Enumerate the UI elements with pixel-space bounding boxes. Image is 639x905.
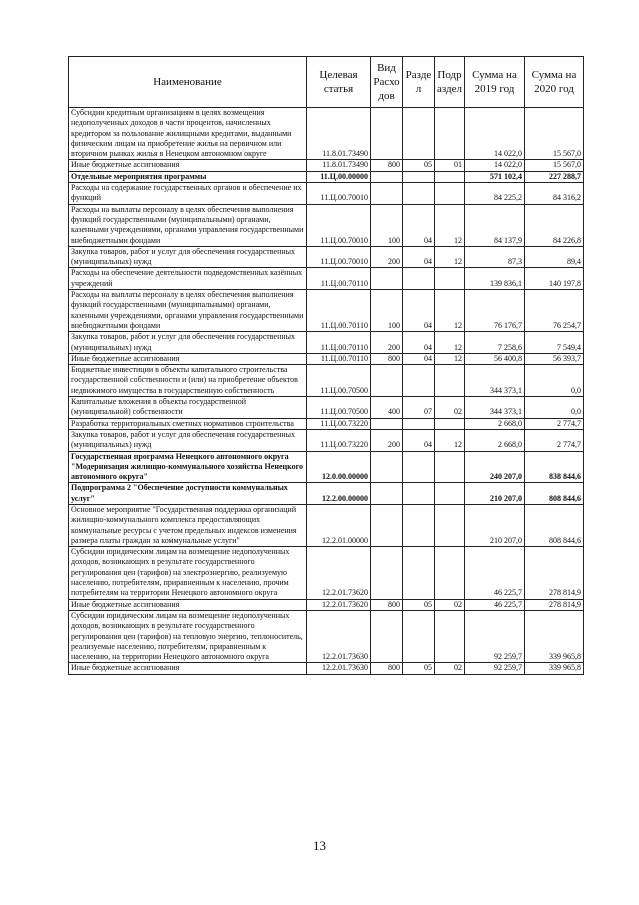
row-expense-type (371, 451, 403, 483)
row-subsection (435, 171, 465, 182)
row-name: Отдельные мероприятия программы (69, 171, 307, 182)
row-target-article: 12.2.01.73630 (307, 610, 371, 662)
row-sum-2019: 46 225,7 (465, 547, 525, 599)
row-sum-2019: 139 836,1 (465, 268, 525, 290)
row-subsection: 02 (435, 397, 465, 419)
table-row (69, 160, 584, 171)
row-target-article: 11.Ц.00.70110 (307, 353, 371, 364)
row-name: Субсидии юридическим лицам на возмещение недополученных доходов, возникающих в результате государственного регулирования цен (тарифов) на электроэнергию, реализуемую населению, потребителям, приравненным к населению, прочим потребителям на территории Ненецкого автономного округа (69, 547, 307, 599)
row-section: 04 (403, 246, 435, 268)
row-target-article: 11.Ц.00.70110 (307, 332, 371, 354)
row-target-article: 11.Ц.00.70010 (307, 204, 371, 246)
header-sum-2019: Сумма на 2019 год (465, 57, 525, 108)
row-expense-type (371, 365, 403, 397)
row-section (403, 365, 435, 397)
row-section: 05 (403, 663, 435, 674)
row-expense-type (371, 418, 403, 429)
row-sum-2019: 56 400,8 (465, 353, 525, 364)
row-expense-type (371, 108, 403, 160)
table-row (69, 610, 584, 662)
row-section (403, 504, 435, 546)
row-name: Государственная программа Ненецкого автономного округа "Модернизация жилищно-коммунального хозяйства Ненецкого автономного округа" (69, 451, 307, 483)
row-section (403, 483, 435, 505)
row-expense-type (371, 483, 403, 505)
row-subsection: 12 (435, 204, 465, 246)
row-name: Расходы на обеспечение деятельности подведомственных казённых учреждений (69, 268, 307, 290)
row-subsection (435, 418, 465, 429)
header-target-article: Целевая статья (307, 57, 371, 108)
row-section: 04 (403, 353, 435, 364)
row-sum-2020: 7 549,4 (525, 332, 584, 354)
row-name: Капитальные вложения в объекты государственной (муниципальной) собственности (69, 397, 307, 419)
table-row (69, 108, 584, 160)
row-subsection: 01 (435, 160, 465, 171)
row-expense-type: 200 (371, 246, 403, 268)
table-row (69, 332, 584, 354)
row-section (403, 610, 435, 662)
row-name: Бюджетные инвестиции в объекты капитального строительства государственной собственности и (или) на приобретение объектов недвижимого имущества в государственную собственность (69, 365, 307, 397)
row-sum-2019: 87,3 (465, 246, 525, 268)
row-name: Основное мероприятие "Государственная поддержка организаций жилищно-коммунального комплекса предоставляющих коммунальные ресурсы с учетом предельных индексов изменения размера платы граждан за коммунальные услуги" (69, 504, 307, 546)
row-sum-2019: 571 102,4 (465, 171, 525, 182)
row-subsection: 12 (435, 429, 465, 451)
row-sum-2020: 56 393,7 (525, 353, 584, 364)
row-subsection: 12 (435, 353, 465, 364)
row-sum-2019: 7 258,6 (465, 332, 525, 354)
row-target-article: 11.Ц.00.70010 (307, 183, 371, 205)
row-section (403, 268, 435, 290)
row-name: Разработка территориальных сметных нормативов строительства (69, 418, 307, 429)
table-row (69, 397, 584, 419)
row-sum-2020: 339 965,8 (525, 610, 584, 662)
row-expense-type: 100 (371, 204, 403, 246)
row-section: 05 (403, 599, 435, 610)
row-section (403, 418, 435, 429)
row-sum-2020: 838 844,6 (525, 451, 584, 483)
row-sum-2019: 76 176,7 (465, 290, 525, 332)
table-row (69, 504, 584, 546)
header-sum-2020: Сумма на 2020 год (525, 57, 584, 108)
table-row (69, 183, 584, 205)
row-name: Иные бюджетные ассигнования (69, 160, 307, 171)
row-sum-2019: 240 207,0 (465, 451, 525, 483)
table-row (69, 204, 584, 246)
table-header (69, 57, 584, 108)
row-sum-2020: 76 254,7 (525, 290, 584, 332)
row-subsection: 12 (435, 332, 465, 354)
row-name: Иные бюджетные ассигнования (69, 353, 307, 364)
row-subsection: 12 (435, 246, 465, 268)
row-subsection (435, 483, 465, 505)
row-name: Закупка товаров, работ и услуг для обеспечения государственных (муниципальных) нужд (69, 246, 307, 268)
row-target-article: 11.8.01.73490 (307, 108, 371, 160)
table-row (69, 365, 584, 397)
row-section: 05 (403, 160, 435, 171)
row-expense-type: 800 (371, 663, 403, 674)
row-name: Иные бюджетные ассигнования (69, 599, 307, 610)
row-name: Расходы на выплаты персоналу в целях обеспечения выполнения функций государственными (муниципальными) органами, казенными учреждениями, органами управления государственными внебюджетными фондами (69, 290, 307, 332)
row-target-article: 11.Ц.00.70110 (307, 290, 371, 332)
row-sum-2020: 278 814,9 (525, 547, 584, 599)
header-name: Наименование (69, 57, 307, 108)
row-expense-type (371, 183, 403, 205)
row-sum-2020: 808 844,6 (525, 504, 584, 546)
row-sum-2019: 84 137,9 (465, 204, 525, 246)
row-target-article: 12.0.00.00000 (307, 451, 371, 483)
row-target-article: 11.Ц.00.70500 (307, 365, 371, 397)
row-sum-2020: 0,0 (525, 397, 584, 419)
row-sum-2019: 84 225,2 (465, 183, 525, 205)
row-subsection (435, 610, 465, 662)
row-expense-type (371, 171, 403, 182)
row-target-article: 11.Ц.00.70500 (307, 397, 371, 419)
row-sum-2019: 2 668,0 (465, 418, 525, 429)
row-section: 04 (403, 290, 435, 332)
table-row (69, 547, 584, 599)
row-sum-2019: 14 022,0 (465, 160, 525, 171)
table-row (69, 663, 584, 674)
row-sum-2020: 15 567,0 (525, 160, 584, 171)
row-name: Закупка товаров, работ и услуг для обеспечения государственных (муниципальных) нужд (69, 429, 307, 451)
row-sum-2019: 344 373,1 (465, 365, 525, 397)
row-sum-2020: 84 316,2 (525, 183, 584, 205)
row-expense-type: 200 (371, 429, 403, 451)
row-target-article: 11.Ц.00.70110 (307, 268, 371, 290)
row-section (403, 547, 435, 599)
row-subsection (435, 183, 465, 205)
row-sum-2020: 140 197,8 (525, 268, 584, 290)
table-row (69, 418, 584, 429)
row-target-article: 11.Ц.00.00000 (307, 171, 371, 182)
row-section (403, 171, 435, 182)
row-target-article: 12.2.01.73620 (307, 547, 371, 599)
table-row (69, 599, 584, 610)
row-section (403, 451, 435, 483)
page-number: 13 (313, 838, 326, 853)
table-row (69, 246, 584, 268)
row-subsection (435, 108, 465, 160)
row-name: Субсидии юридическим лицам на возмещение недополученных доходов, возникающих в результате государственного регулирования цен (тарифов) на тепловую энергию, теплоноситель, реализуемые населению, потребителям, приравненным к населению, на территории Ненецкого автономного округа (69, 610, 307, 662)
row-subsection: 02 (435, 599, 465, 610)
row-expense-type (371, 547, 403, 599)
row-target-article: 12.2.01.00000 (307, 504, 371, 546)
row-target-article: 11.Ц.00.73220 (307, 418, 371, 429)
row-target-article: 12.2.00.00000 (307, 483, 371, 505)
row-sum-2019: 92 259,7 (465, 610, 525, 662)
row-sum-2020: 89,4 (525, 246, 584, 268)
table-row (69, 353, 584, 364)
row-sum-2019: 210 207,0 (465, 483, 525, 505)
row-name: Подпрограмма 2 "Обеспечение доступности коммунальных услуг" (69, 483, 307, 505)
row-subsection (435, 268, 465, 290)
row-subsection (435, 504, 465, 546)
row-section: 04 (403, 429, 435, 451)
table-row (69, 268, 584, 290)
row-section (403, 108, 435, 160)
row-sum-2020: 278 814,9 (525, 599, 584, 610)
row-section (403, 183, 435, 205)
row-name: Расходы на содержание государственных органов и обеспечение их функций (69, 183, 307, 205)
row-target-article: 12.2.01.73620 (307, 599, 371, 610)
row-expense-type: 100 (371, 290, 403, 332)
row-subsection: 12 (435, 290, 465, 332)
row-expense-type: 800 (371, 160, 403, 171)
table-row (69, 429, 584, 451)
row-section: 04 (403, 204, 435, 246)
row-sum-2019: 92 259,7 (465, 663, 525, 674)
row-subsection: 02 (435, 663, 465, 674)
row-target-article: 11.Ц.00.73220 (307, 429, 371, 451)
table-row (69, 483, 584, 505)
table-row (69, 171, 584, 182)
row-sum-2019: 344 373,1 (465, 397, 525, 419)
table-body (69, 108, 584, 675)
row-sum-2020: 2 774,7 (525, 418, 584, 429)
row-expense-type (371, 610, 403, 662)
table-row (69, 290, 584, 332)
row-section: 07 (403, 397, 435, 419)
row-sum-2020: 808 844,6 (525, 483, 584, 505)
row-sum-2020: 2 774,7 (525, 429, 584, 451)
row-name: Закупка товаров, работ и услуг для обеспечения государственных (муниципальных) нужд (69, 332, 307, 354)
row-subsection (435, 547, 465, 599)
row-target-article: 11.8.01.73490 (307, 160, 371, 171)
row-expense-type (371, 504, 403, 546)
row-sum-2020: 15 567,0 (525, 108, 584, 160)
row-section: 04 (403, 332, 435, 354)
row-target-article: 11.Ц.00.70010 (307, 246, 371, 268)
row-name: Расходы на выплаты персоналу в целях обеспечения выполнения функций государственными (муниципальными) органами, казенными учреждениями, органами управления государственными внебюджетными фондами (69, 204, 307, 246)
row-sum-2020: 339 965,8 (525, 663, 584, 674)
row-sum-2019: 46 225,7 (465, 599, 525, 610)
row-subsection (435, 451, 465, 483)
row-sum-2019: 14 022,0 (465, 108, 525, 160)
row-name: Субсидии кредитным организациям в целях возмещения недополученных доходов в части процентов, начисленных кредитором за пользование жилищными кредитами, выданными физическим лицам на приобретение жилья на первичном или вторичном рынках жилья в Ненецком автономном округе (69, 108, 307, 160)
row-expense-type: 800 (371, 599, 403, 610)
header-expense-type: Вид Расхо дов (371, 57, 403, 108)
row-expense-type: 800 (371, 353, 403, 364)
row-sum-2019: 2 668,0 (465, 429, 525, 451)
header-subsection: Подр аздел (435, 57, 465, 108)
row-sum-2020: 227 288,7 (525, 171, 584, 182)
row-name: Иные бюджетные ассигнования (69, 663, 307, 674)
row-target-article: 12.2.01.73630 (307, 663, 371, 674)
row-sum-2020: 84 226,8 (525, 204, 584, 246)
row-sum-2020: 0,0 (525, 365, 584, 397)
row-expense-type: 400 (371, 397, 403, 419)
row-expense-type: 200 (371, 332, 403, 354)
header-section: Разде л (403, 57, 435, 108)
budget-table (68, 56, 584, 675)
row-subsection (435, 365, 465, 397)
row-expense-type (371, 268, 403, 290)
row-sum-2019: 210 207,0 (465, 504, 525, 546)
table-row (69, 451, 584, 483)
